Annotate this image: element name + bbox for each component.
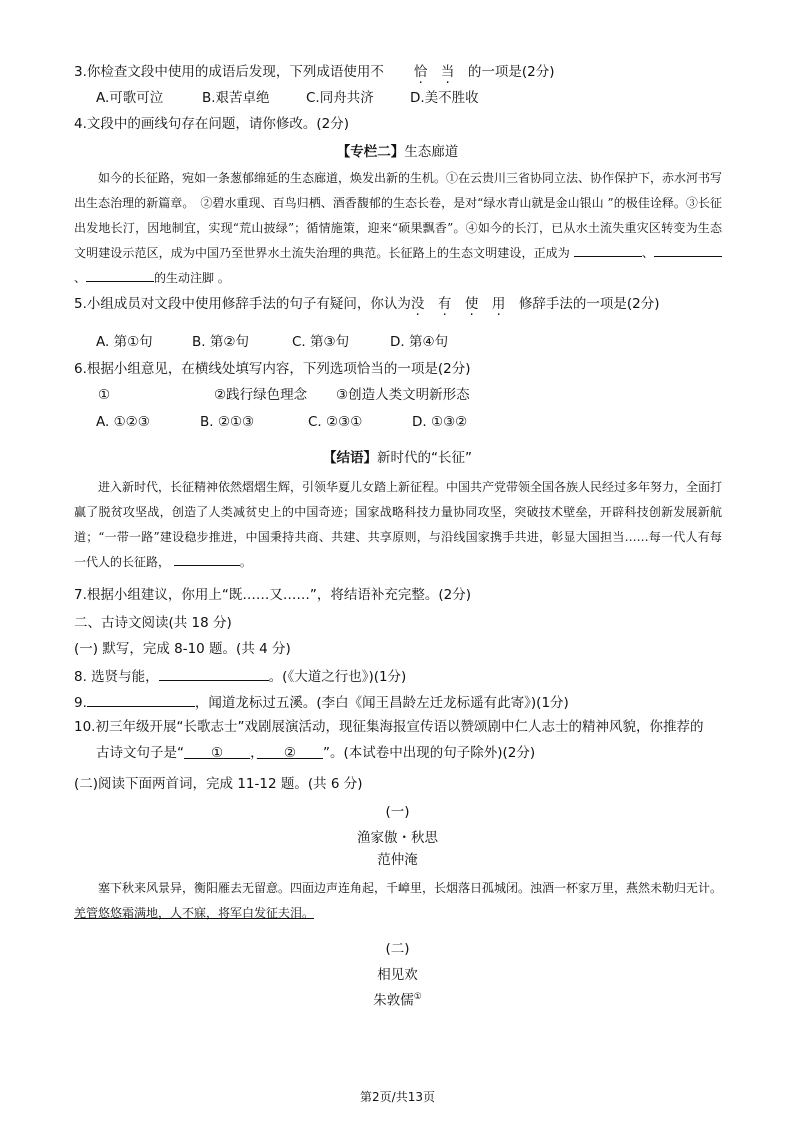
q3-option-c: C.同舟共济 (306, 90, 374, 106)
section2-sub2: (二)阅读下面两首词，完成 11-12 题。(共 6 分) (74, 776, 363, 792)
q5-stem: 5.小组成员对文段中使用修辞手法的句子有疑问，你认为没 有 使 用 修辞手法的一项是(2分) (74, 296, 660, 312)
q6-option-b: B. ②①③ (200, 414, 255, 430)
col2-title: 生态廊道 (404, 144, 459, 160)
poem2-title: 相见欢 (377, 967, 418, 983)
col2-heading (0, 143, 795, 161)
section2-sub1: (一) 默写，完成 8-10 题。(共 4 分) (74, 641, 291, 657)
q5-option-d: D. 第④句 (390, 334, 449, 350)
conclusion-heading (0, 449, 795, 467)
poem1-underlined-line: 羌管悠悠霜满地，人不寐，将军白发征夫泪。 (74, 906, 315, 920)
q6-option-a: A. ①②③ (96, 414, 150, 430)
col2-bracket: 【专栏二】 (336, 144, 405, 160)
q5-option-a: A. 第①句 (96, 334, 153, 350)
q5-option-c: C. 第③句 (292, 334, 350, 350)
q3-option-a: A.可歌可泣 (96, 90, 164, 106)
q6-option-c: C. ②③① (308, 414, 363, 430)
q3-options (96, 89, 479, 107)
q6-options (96, 413, 467, 431)
q3-option-b: B.艰苦卓绝 (202, 90, 270, 106)
poem2-author-note: ① (413, 992, 422, 1002)
page-number: 第2页/共13页 (360, 1090, 435, 1104)
q3-key-1: 恰 (413, 64, 428, 80)
conclusion-paragraph: 进入新时代，长征精神依然熠熠生辉，引领华夏儿女踏上新征程。中国共产党带领全国各族人民经过多年努力，全面打赢了脱贫攻坚战，创造了人类减贫史上的中国奇迹；国家战略科技力量协同攻坚，突破技术壁垒，开辟科技创新发展新航道；“一带一路”建设稳步推进，中国秉持共商、共建、共享原则，与沿线国家携手共进，彰显大国担当……每一代人有每一代人的长征路， 。 (74, 480, 723, 569)
q3-option-d: D.美不胜收 (410, 90, 479, 106)
q6-item-1: ① (98, 387, 111, 403)
poem1-number: (一) (385, 804, 410, 820)
q6-items (98, 386, 470, 404)
q7-stem: 7.根据小组建议，你用上“既……又……”，将结语补充完整。(2分) (74, 587, 471, 603)
q3-stem: 3.你检查文段中使用的成语后发现，下列成语使用不 恰 当 的一项是(2分) (74, 64, 555, 80)
q10-line1: 10.初三年级开展“长歌志士”戏剧展演活动，现征集海报宣传语以赞颂剧中仁人志士的精神风貌，你推荐的 (74, 719, 704, 735)
poem2-number: (二) (385, 941, 410, 957)
q3-key-2: 当 (440, 64, 455, 80)
q6-stem: 6.根据小组意见，在横线处填写内容，下列选项恰当的一项是(2分) (74, 361, 471, 377)
q5-options (96, 333, 448, 351)
conclusion-title: 新时代的“长征” (377, 450, 472, 466)
q6-option-d: D. ①③② (412, 414, 468, 430)
q4-stem: 4.文段中的画线句存在问题，请你修改。(2分) (74, 116, 350, 132)
q9: 9. ，闻道龙标过五溪。(李白《闻王昌龄左迁龙标遥有此寄》)(1分) (74, 692, 569, 712)
poem1-title: 渔家傲・秋思 (357, 830, 438, 846)
poem1-author: 范仲淹 (377, 852, 418, 868)
poem1-text: 塞下秋来风景异，衡阳雁去无留意。四面边声连角起，千嶂里，长烟落日孤城闭。浊酒一杯家万里，燕然未勒归无计。羌管悠悠霜满地，人不寐，将军白发征夫泪。 (74, 881, 723, 920)
q6-item-2: ②践行绿色理念 (214, 387, 308, 403)
q6-item-3: ③创造人类文明新形态 (336, 387, 470, 403)
q10-line2: 古诗文句子是“ ① ， ② ”。(本试卷中出现的句子除外)(2分) (96, 745, 536, 761)
conclusion-bracket: 【结语】 (323, 450, 377, 466)
q5-option-b: B. 第②句 (192, 334, 249, 350)
col2-paragraph: 如今的长征路，宛如一条葱郁绵延的生态廊道，焕发出新的生机。①在云贵川三省协同立法、协作保护下，赤水河书写出生态治理的新篇章。 ②碧水重现、百鸟归栖、酒香馥郁的生态长卷，是对“绿水青山就是金山银山 ”的极佳诠释。③长征出发地长汀，因地制宜，实现“荒山披绿”；循情施策，迎来“硕果飘香”。④如今的长汀，已从水土流失重灾区转变为生态文明建设示范区，成为中国乃至世界水土流失治理的典范。长征路上的生态文明建设，正成为 、、 的生动注脚 。 (74, 171, 723, 285)
poem2-author: 朱敦儒① (373, 992, 422, 1009)
section2-title: 二、古诗文阅读(共 18 分) (74, 615, 232, 631)
q8: 8. 选贤与能， 。(《大道之行也》)(1分) (74, 666, 406, 686)
